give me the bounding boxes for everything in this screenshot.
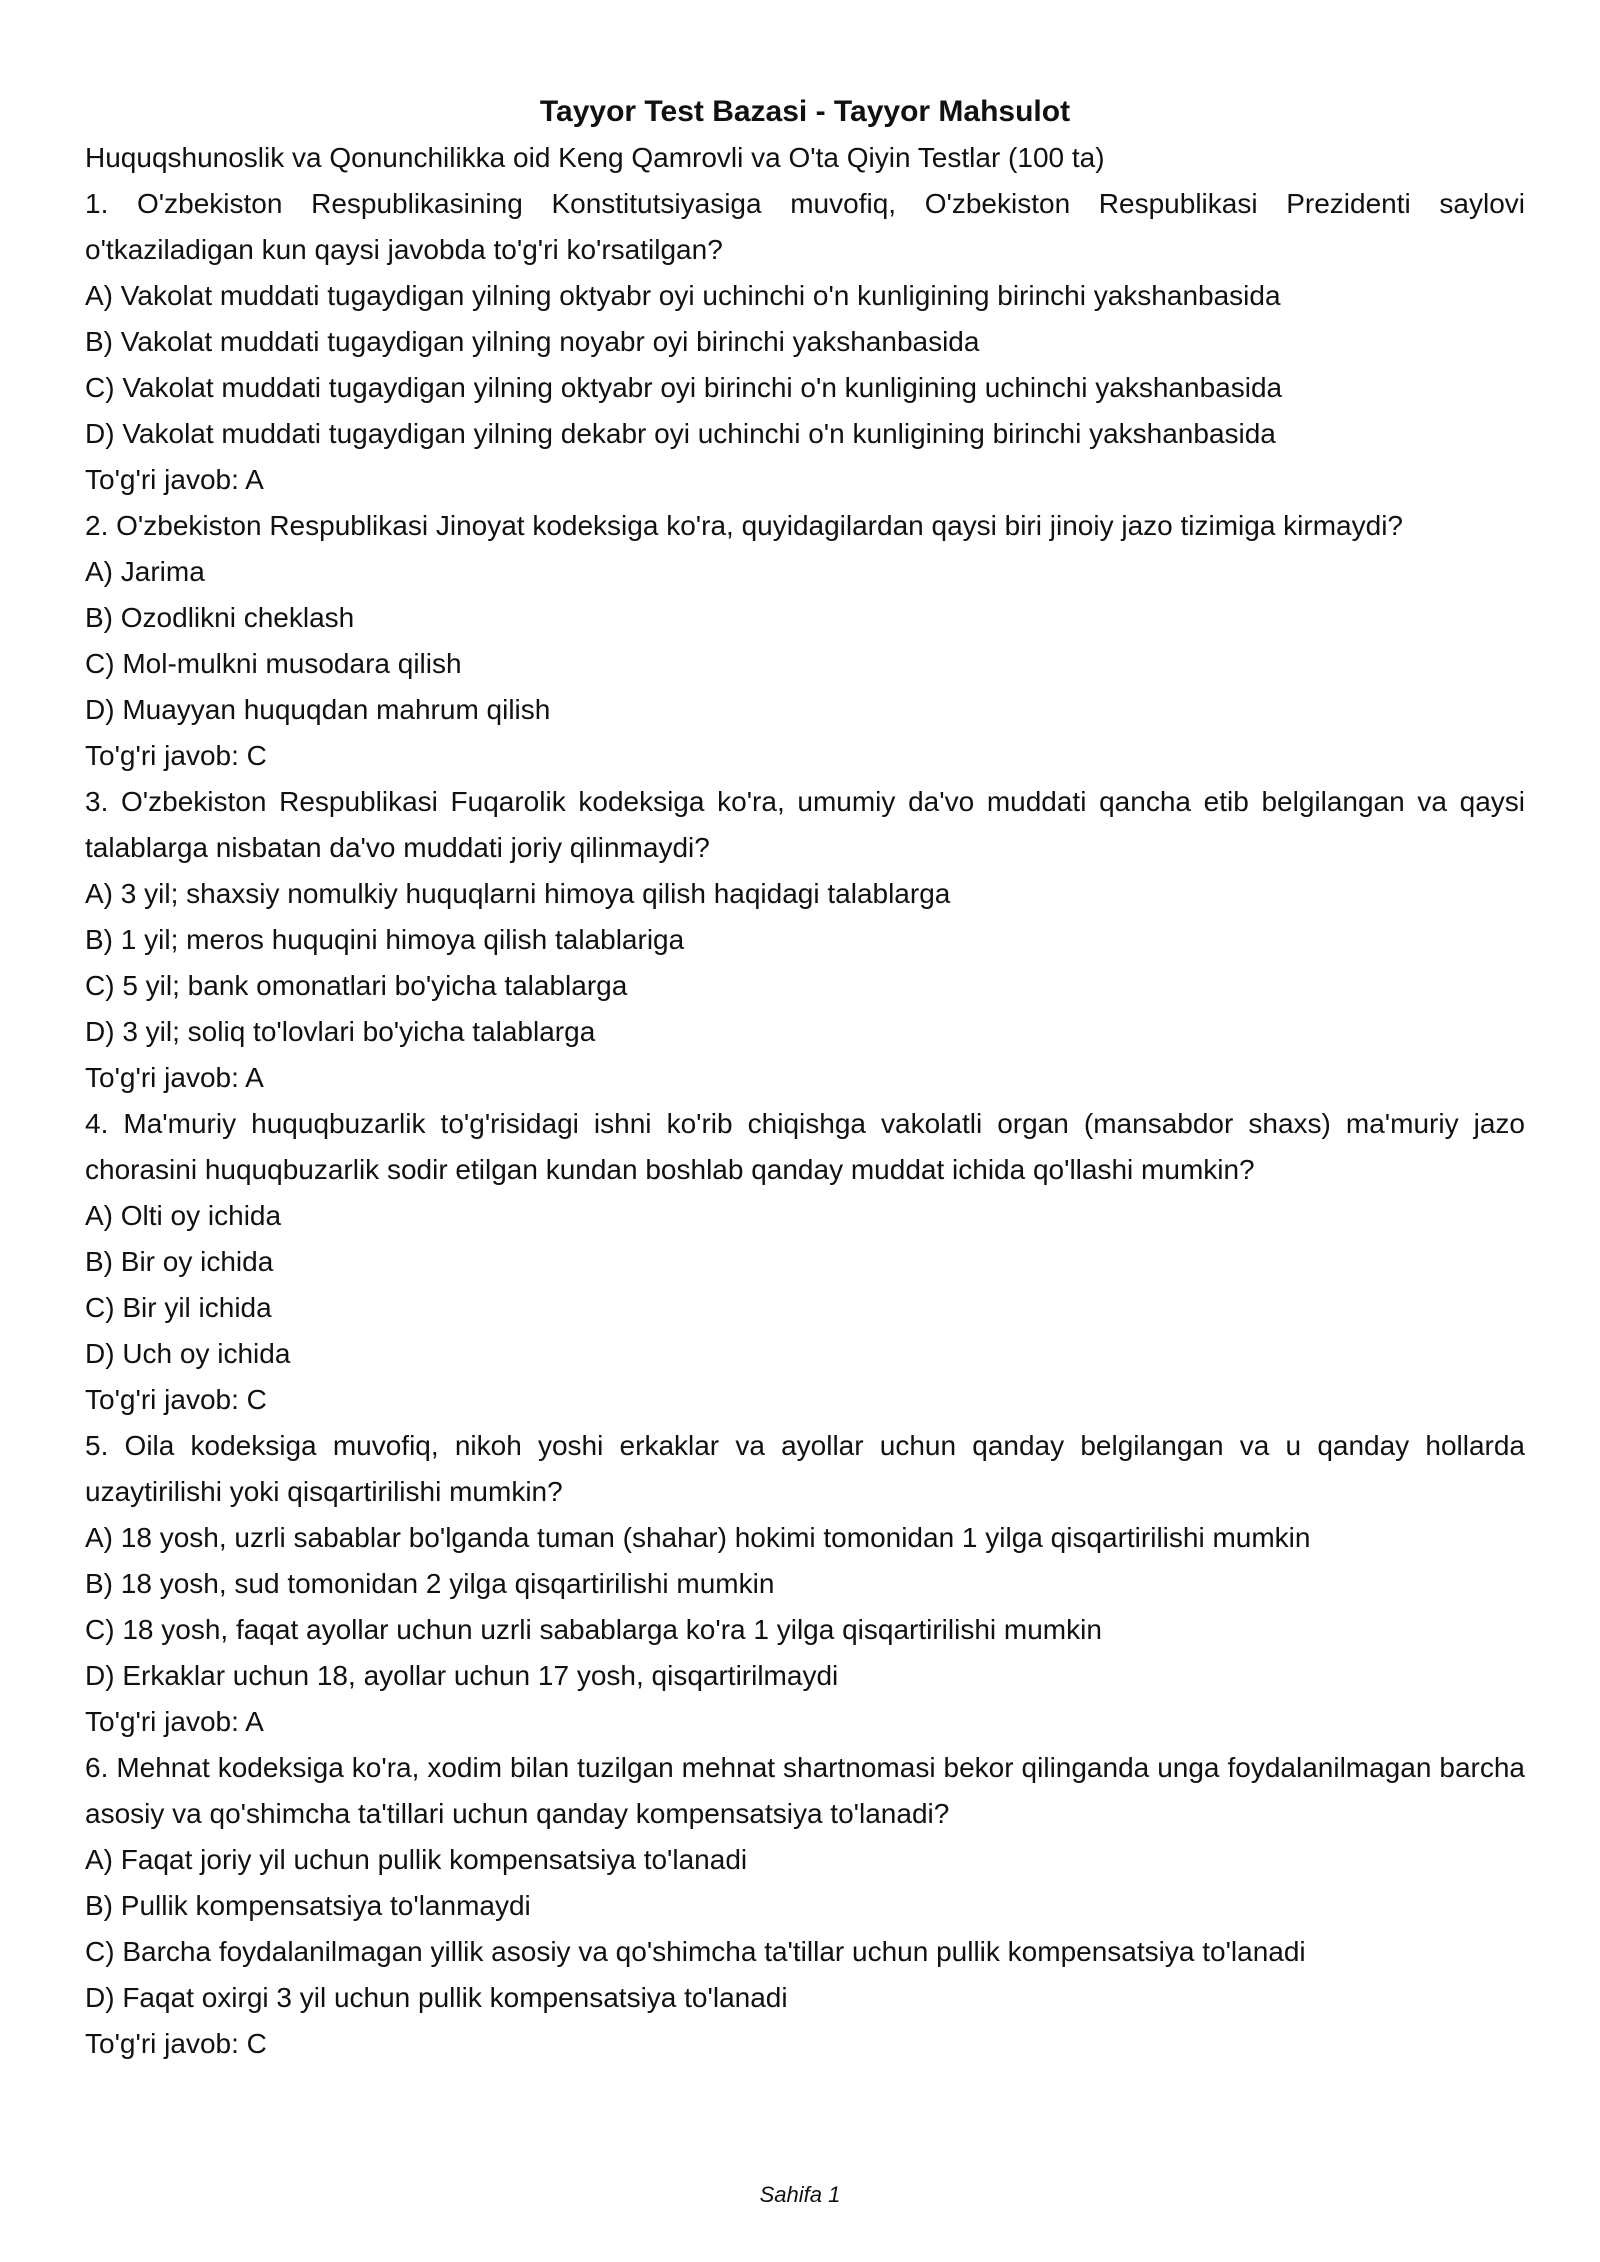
document-title: Tayyor Test Bazasi - Tayyor Mahsulot: [539, 95, 1071, 128]
option-a: A) Faqat joriy yil uchun pullik kompensatsiya to'lanadi: [85, 1844, 748, 1875]
option-d: D) 3 yil; soliq to'lovlari bo'yicha talablarga: [85, 1016, 596, 1047]
option-b: B) 1 yil; meros huquqini himoya qilish talablariga: [85, 924, 685, 955]
option-c: C) 5 yil; bank omonatlari bo'yicha talablarga: [85, 970, 628, 1001]
correct-answer: To'g'ri javob: C: [85, 2028, 267, 2059]
question-text: 5. Oila kodeksiga muvofiq, nikoh yoshi erkaklar va ayollar uchun qanday belgilangan va u qanday hollarda uzaytirilishi yoki qisqartirilishi mumkin?: [85, 1430, 1525, 1507]
question-text: 1. O'zbekiston Respublikasining Konstitutsiyasiga muvofiq, O'zbekiston Respublikasi Prezidenti saylovi o'tkaziladigan kun qaysi javobda to'g'ri ko'rsatilgan?: [85, 188, 1525, 265]
option-c: C) Vakolat muddati tugaydigan yilning oktyabr oyi birinchi o'n kunligining uchinchi yakshanbasida: [85, 372, 1283, 403]
option-a: A) Olti oy ichida: [85, 1200, 282, 1231]
option-a: A) Vakolat muddati tugaydigan yilning oktyabr oyi uchinchi o'n kunligining birinchi yakshanbasida: [85, 280, 1281, 311]
option-d: D) Erkaklar uchun 18, ayollar uchun 17 yosh, qisqartirilmaydi: [85, 1660, 839, 1691]
document-subtitle: Huquqshunoslik va Qonunchilikka oid Keng Qamrovli va O'ta Qiyin Testlar (100 ta): [85, 142, 1105, 173]
correct-answer: To'g'ri javob: A: [85, 1062, 264, 1093]
correct-answer: To'g'ri javob: A: [85, 464, 264, 495]
question-2: [85, 503, 1525, 779]
option-a: A) 3 yil; shaxsiy nomulkiy huquqlarni himoya qilish haqidagi talablarga: [85, 878, 951, 909]
option-b: B) Ozodlikni cheklash: [85, 602, 355, 633]
option-b: B) Vakolat muddati tugaydigan yilning noyabr oyi birinchi yakshanbasida: [85, 326, 980, 357]
document-page: [85, 92, 1525, 2067]
option-b: B) Bir oy ichida: [85, 1246, 274, 1277]
correct-answer: To'g'ri javob: C: [85, 740, 267, 771]
option-c: C) 18 yosh, faqat ayollar uchun uzrli sabablarga ko'ra 1 yilga qisqartirilishi mumkin: [85, 1614, 1102, 1645]
option-d: D) Muayyan huquqdan mahrum qilish: [85, 694, 551, 725]
option-c: C) Bir yil ichida: [85, 1292, 272, 1323]
option-b: B) 18 yosh, sud tomonidan 2 yilga qisqartirilishi mumkin: [85, 1568, 775, 1599]
question-text: 4. Ma'muriy huquqbuzarlik to'g'risidagi ishni ko'rib chiqishga vakolatli organ (mansabdor shaxs) ma'muriy jazo chorasini huquqbuzarlik sodir etilgan kundan boshlab qanday muddat ichida qo'llashi mumkin?: [85, 1108, 1525, 1185]
page-number-footer: Sahifa 1: [759, 2182, 841, 2207]
question-4: [85, 1101, 1525, 1423]
question-1: [85, 181, 1525, 503]
option-c: C) Barcha foydalanilmagan yillik asosiy va qo'shimcha ta'tillar uchun pullik kompensatsiya to'lanadi: [85, 1936, 1306, 1967]
option-c: C) Mol-mulkni musodara qilish: [85, 648, 462, 679]
correct-answer: To'g'ri javob: A: [85, 1706, 264, 1737]
option-d: D) Vakolat muddati tugaydigan yilning dekabr oyi uchinchi o'n kunligining birinchi yakshanbasida: [85, 418, 1276, 449]
question-text: 3. O'zbekiston Respublikasi Fuqarolik kodeksiga ko'ra, umumiy da'vo muddati qancha etib belgilangan va qaysi talablarga nisbatan da'vo muddati joriy qilinmaydi?: [85, 786, 1525, 863]
option-b: B) Pullik kompensatsiya to'lanmaydi: [85, 1890, 531, 1921]
question-3: [85, 779, 1525, 1101]
option-d: D) Uch oy ichida: [85, 1338, 291, 1369]
question-text: 2. O'zbekiston Respublikasi Jinoyat kodeksiga ko'ra, quyidagilardan qaysi biri jinoiy jazo tizimiga kirmaydi?: [85, 510, 1403, 541]
option-d: D) Faqat oxirgi 3 yil uchun pullik kompensatsiya to'lanadi: [85, 1982, 788, 2013]
correct-answer: To'g'ri javob: C: [85, 1384, 267, 1415]
question-5: [85, 1423, 1525, 1745]
option-a: A) 18 yosh, uzrli sabablar bo'lganda tuman (shahar) hokimi tomonidan 1 yilga qisqartirilishi mumkin: [85, 1522, 1311, 1553]
option-a: A) Jarima: [85, 556, 205, 587]
question-6: [85, 1745, 1525, 2067]
question-text: 6. Mehnat kodeksiga ko'ra, xodim bilan tuzilgan mehnat shartnomasi bekor qilinganda unga foydalanilmagan barcha asosiy va qo'shimcha ta'tillari uchun qanday kompensatsiya to'lanadi?: [85, 1752, 1525, 1829]
